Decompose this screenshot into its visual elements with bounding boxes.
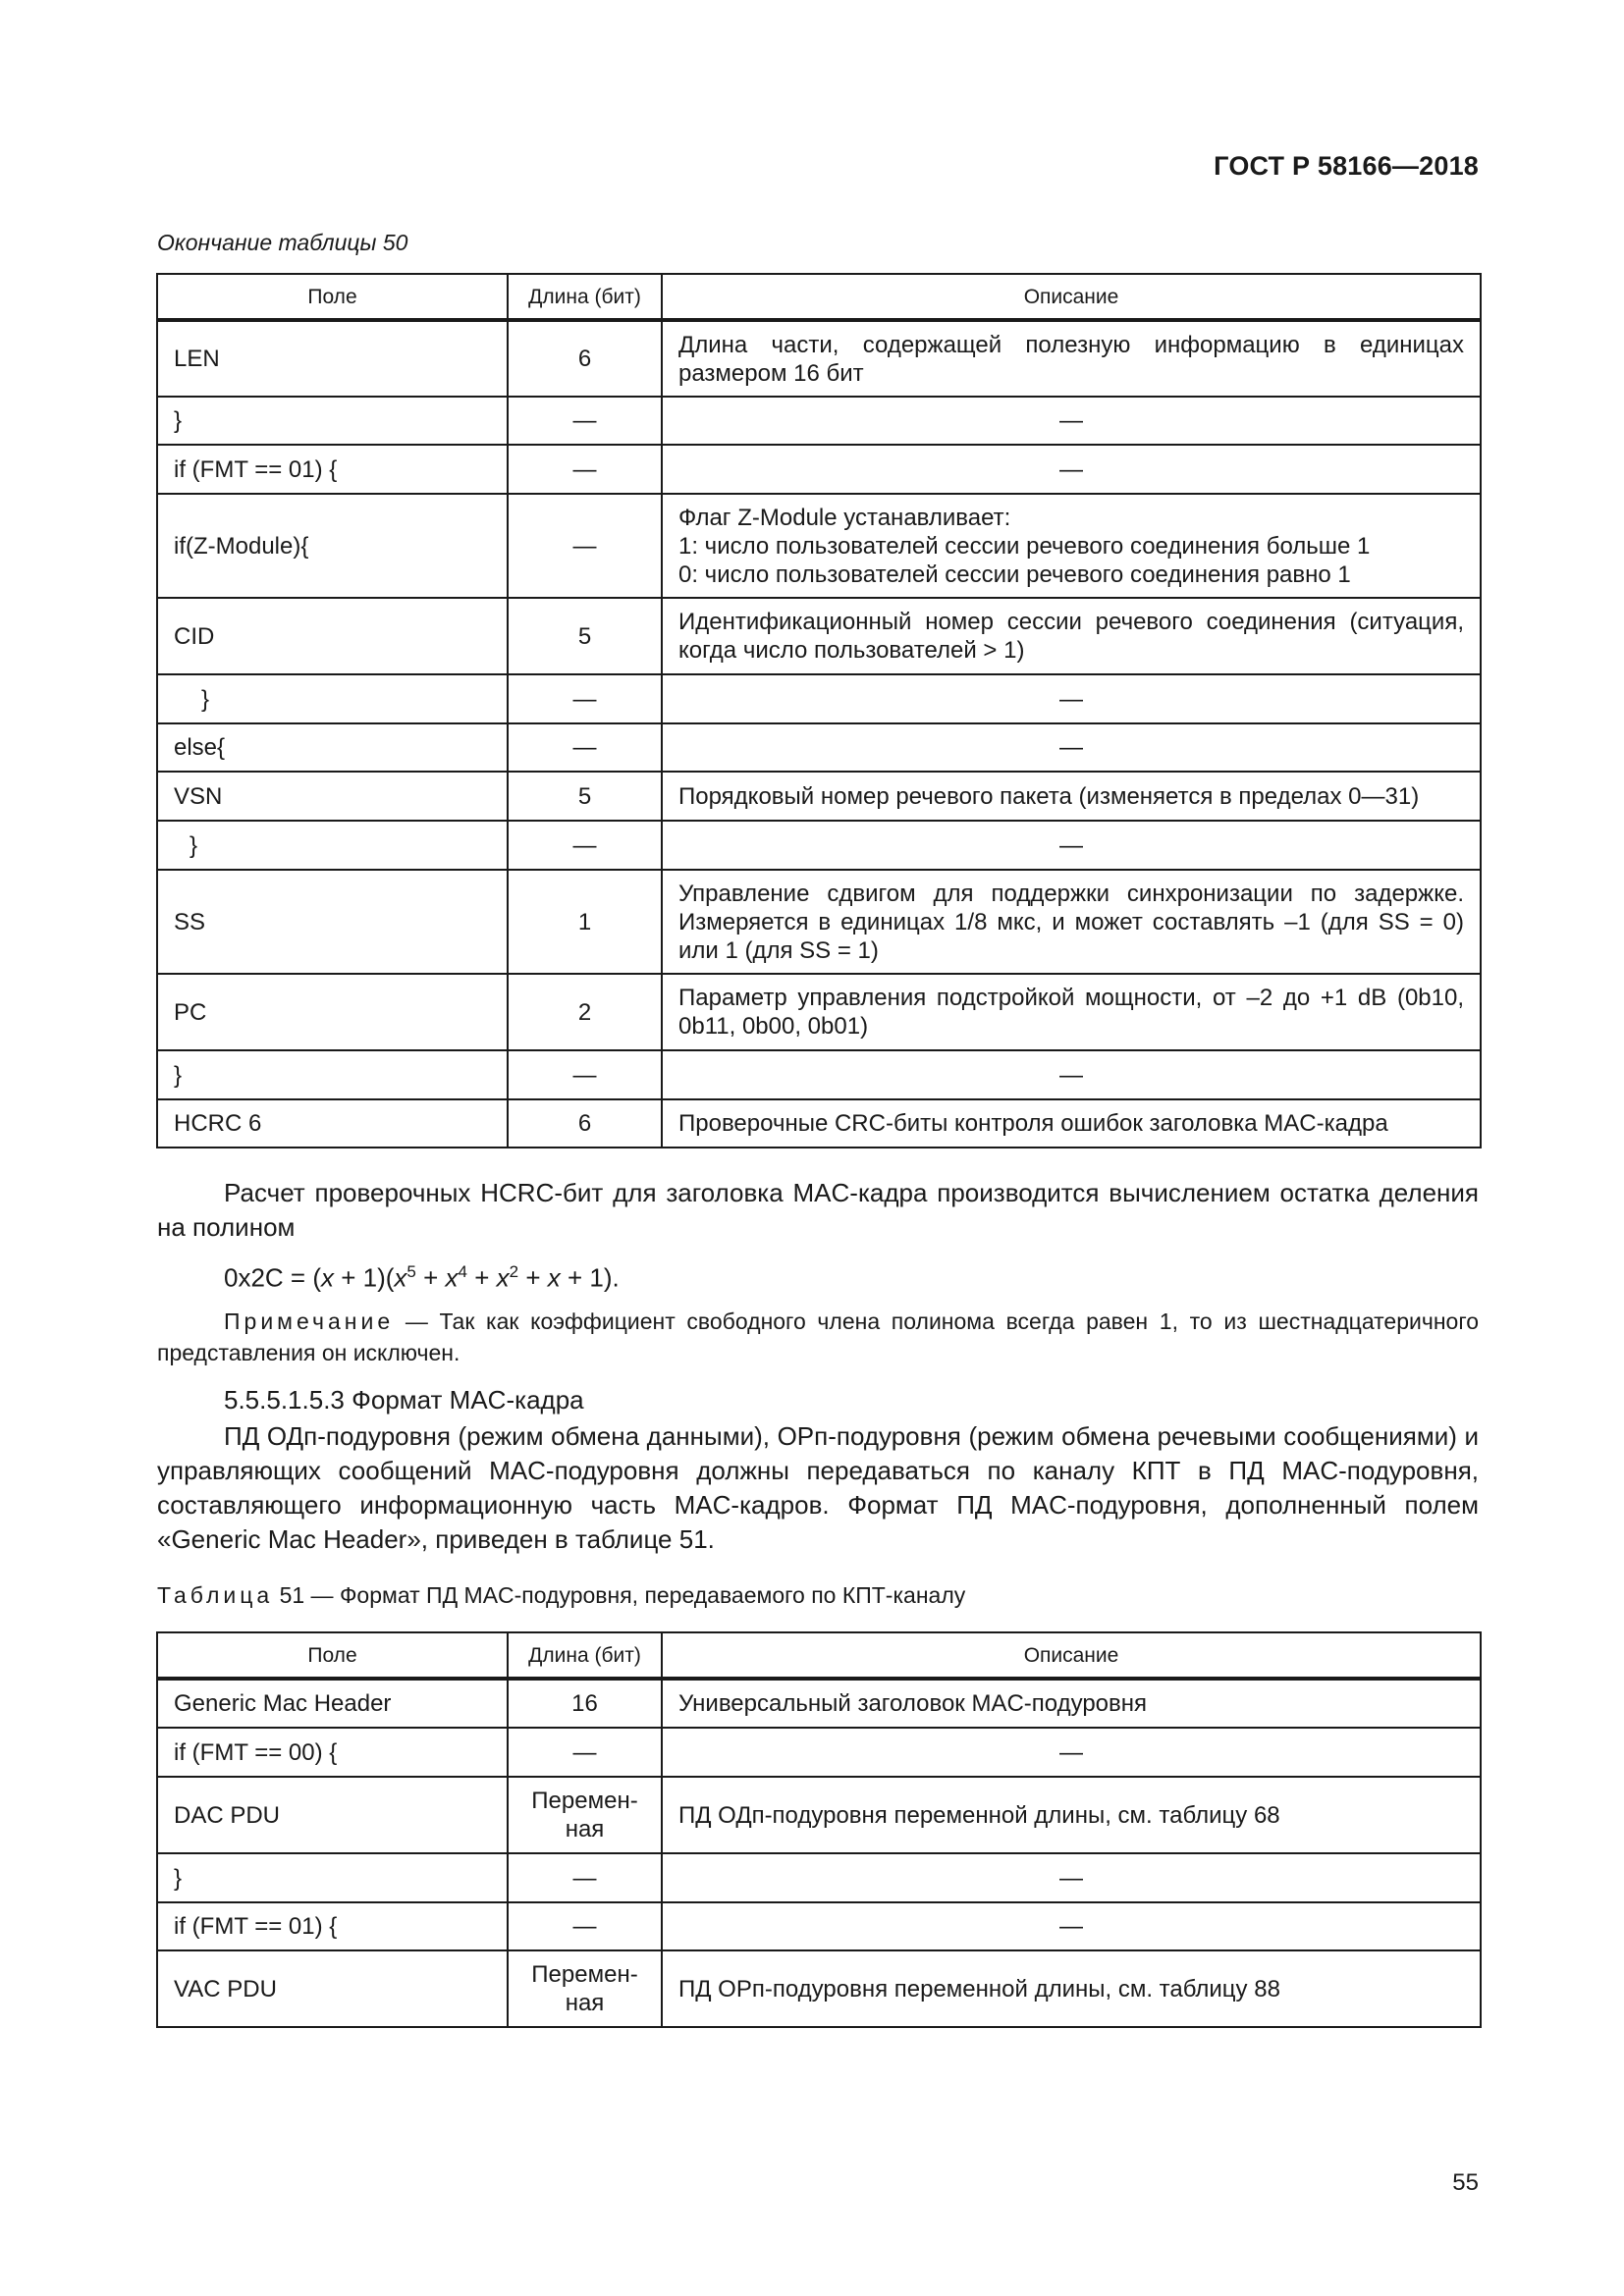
document-standard-number: ГОСТ Р 58166—2018	[1214, 151, 1479, 181]
field-cell: }	[157, 1853, 508, 1902]
field-cell: if (FMT == 01) {	[157, 1902, 508, 1950]
length-line: ная	[565, 1990, 605, 2016]
description-cell: Управление сдвигом для поддержки синхронизации по задержке. Измеряется в единицах 1/8 мкс, и может составлять –1 (для SS = 0) или 1 (для SS = 1)	[662, 870, 1481, 974]
description-cell: Идентификационный номер сессии речевого соединения (ситуация, когда число пользователей > 1)	[662, 598, 1481, 674]
length-cell: —	[508, 494, 662, 598]
field-cell: VAC PDU	[157, 1950, 508, 2027]
length-cell: 6	[508, 320, 662, 397]
length-cell: —	[508, 674, 662, 723]
length-cell: —	[508, 1728, 662, 1777]
field-cell: else{	[157, 723, 508, 772]
table-row	[157, 1902, 1481, 1950]
field-cell: DAC PDU	[157, 1777, 508, 1853]
field-cell: }	[157, 674, 508, 723]
description-cell: —	[662, 1853, 1481, 1902]
table-row	[157, 1777, 1481, 1853]
description-cell: —	[662, 1902, 1481, 1950]
length-line: ная	[565, 1816, 605, 1842]
length-cell: 5	[508, 598, 662, 674]
table-header-row	[157, 274, 1481, 320]
section-heading: 5.5.5.1.5.3 Формат MAC-кадра	[224, 1385, 584, 1415]
column-header-length: Длина (бит)	[508, 1632, 662, 1679]
polynomial-formula: $0x2C = (x + 1)(x^5 + x^4 + x^2 + x + 1)$.	[224, 1262, 620, 1293]
length-cell: 6	[508, 1099, 662, 1148]
description-cell: Универсальный заголовок MAC-подуровня	[662, 1679, 1481, 1728]
field-cell: PC	[157, 974, 508, 1050]
description-cell: —	[662, 723, 1481, 772]
description-cell: ПД ОДп-подуровня переменной длины, см. таблицу 68	[662, 1777, 1481, 1853]
description-cell: Порядковый номер речевого пакета (изменяется в пределах 0—31)	[662, 772, 1481, 821]
length-line: Перемен-	[531, 1788, 638, 1814]
length-cell: 1	[508, 870, 662, 974]
description-cell: —	[662, 1728, 1481, 1777]
length-cell: 16	[508, 1679, 662, 1728]
description-cell: —	[662, 397, 1481, 445]
field-cell: }	[157, 1050, 508, 1099]
field-cell: Generic Mac Header	[157, 1679, 508, 1728]
table-50	[156, 273, 1482, 1148]
pd-paragraph: ПД ОДп-подуровня (режим обмена данными), ОРп-подуровня (режим обмена речевыми сообщениями) и управляющих сообщений MAC-подуровня должны передаваться по каналу КПТ в ПД MAC-подуровня, составляющего информационную часть MAC-кадров. Формат ПД MAC-подуровня, дополненный полем «Generic Mac Header», приведен в таблице 51.	[157, 1421, 1479, 1554]
column-header-length: Длина (бит)	[508, 274, 662, 320]
table-row	[157, 1853, 1481, 1902]
length-cell: —	[508, 1902, 662, 1950]
note-label: Примечание	[224, 1308, 395, 1334]
table-row	[157, 445, 1481, 494]
column-header-description: Описание	[662, 1632, 1481, 1679]
table-row	[157, 974, 1481, 1050]
description-line: 0: число пользователей сессии речевого соединения равно 1	[678, 561, 1351, 588]
column-header-field: Поле	[157, 274, 508, 320]
description-cell: —	[662, 821, 1481, 870]
field-cell: }	[157, 821, 508, 870]
table-row	[157, 772, 1481, 821]
table-row	[157, 494, 1481, 598]
table-51-caption	[157, 1582, 965, 1609]
length-cell	[508, 1777, 662, 1853]
description-cell: Проверочные CRC-биты контроля ошибок заголовка MAC-кадра	[662, 1099, 1481, 1148]
length-cell: —	[508, 1853, 662, 1902]
table-row	[157, 1099, 1481, 1148]
hcrc-paragraph: Расчет проверочных HCRC-бит для заголовка MAC-кадра производится вычислением остатка деления на полином	[157, 1178, 1479, 1242]
table-row	[157, 598, 1481, 674]
length-cell: —	[508, 821, 662, 870]
description-line: Флаг Z-Module устанавливает:	[678, 504, 1011, 531]
description-cell: ПД ОРп-подуровня переменной длины, см. таблицу 88	[662, 1950, 1481, 2027]
table-row	[157, 1050, 1481, 1099]
column-header-field: Поле	[157, 1632, 508, 1679]
page-number: 55	[1452, 2169, 1479, 2196]
table-continuation-caption: Окончание таблицы 50	[157, 230, 408, 255]
table-51	[156, 1631, 1482, 2028]
table-row	[157, 320, 1481, 397]
table-caption-label: Таблица	[157, 1582, 274, 1608]
table-row	[157, 1728, 1481, 1777]
table-header-row	[157, 1632, 1481, 1679]
description-cell: —	[662, 1050, 1481, 1099]
description-cell: —	[662, 674, 1481, 723]
table-caption-text: 51 — Формат ПД MAC-подуровня, передаваемого по КПТ-каналу	[273, 1582, 966, 1608]
column-header-description: Описание	[662, 274, 1481, 320]
table-row	[157, 821, 1481, 870]
length-cell: 2	[508, 974, 662, 1050]
note-text: — Так как коэффициент свободного члена полинома всегда равен 1, то из шестнадцатеричного представления он исключен.	[157, 1308, 1479, 1365]
field-cell: if(Z-Module){	[157, 494, 508, 598]
field-cell: VSN	[157, 772, 508, 821]
length-cell: —	[508, 723, 662, 772]
length-cell: —	[508, 1050, 662, 1099]
length-cell: —	[508, 397, 662, 445]
field-cell: HCRC 6	[157, 1099, 508, 1148]
description-cell: Параметр управления подстройкой мощности, от –2 до +1 dB (0b10, 0b11, 0b00, 0b01)	[662, 974, 1481, 1050]
table-row	[157, 870, 1481, 974]
length-cell: —	[508, 445, 662, 494]
table-row	[157, 1950, 1481, 2027]
table-row	[157, 674, 1481, 723]
field-cell: }	[157, 397, 508, 445]
description-line: 1: число пользователей сессии речевого соединения больше 1	[678, 532, 1371, 560]
table-row	[157, 397, 1481, 445]
field-cell: if (FMT == 00) {	[157, 1728, 508, 1777]
field-cell: CID	[157, 598, 508, 674]
field-cell: if (FMT == 01) {	[157, 445, 508, 494]
table-row	[157, 723, 1481, 772]
description-cell	[662, 494, 1481, 598]
field-cell: SS	[157, 870, 508, 974]
length-line: Перемен-	[531, 1961, 638, 1988]
description-cell: Длина части, содержащей полезную информацию в единицах размером 16 бит	[662, 320, 1481, 397]
length-cell: 5	[508, 772, 662, 821]
note-paragraph	[157, 1306, 1479, 1368]
description-cell: —	[662, 445, 1481, 494]
table-row	[157, 1679, 1481, 1728]
length-cell	[508, 1950, 662, 2027]
field-cell: LEN	[157, 320, 508, 397]
